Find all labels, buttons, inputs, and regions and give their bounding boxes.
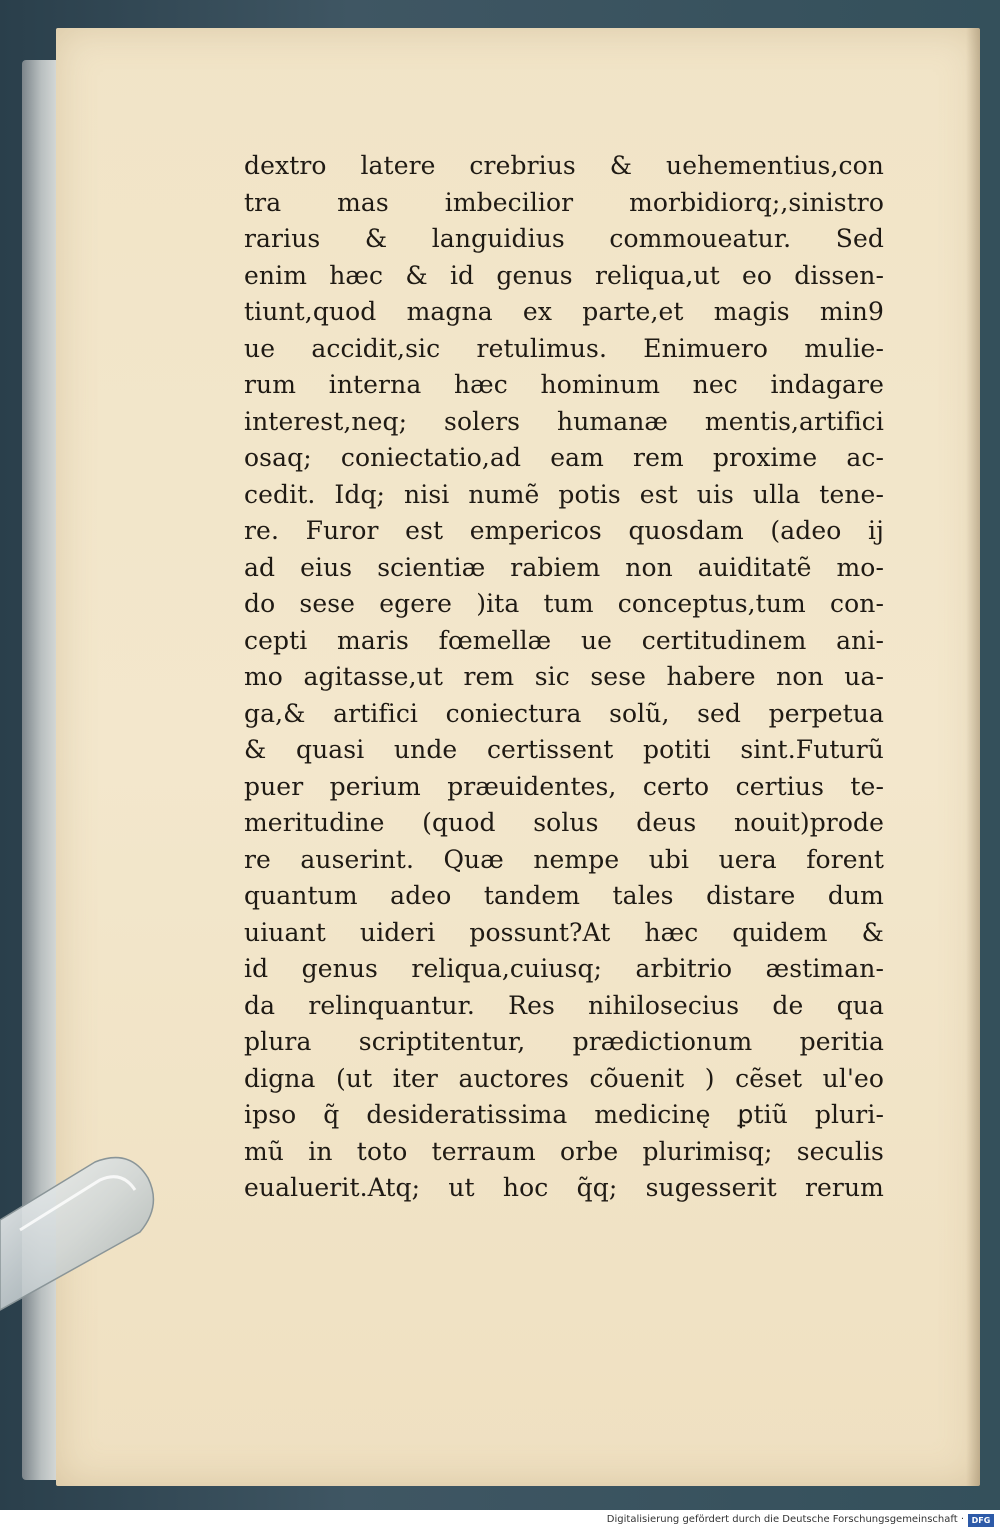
text-line: re auserint. Quæ nempe ubi uera forent (244, 844, 884, 874)
text-line: do sese egere )ita tum conceptus,tum con- (244, 589, 884, 618)
text-line: osaq; coniectatio,ad eam rem proxime ac- (244, 443, 884, 472)
text-line: uiuant uideri possunt?At hæc quidem & (244, 917, 884, 947)
text-line: eualuerit.Atq; ut hoc q̃q; sugesserit rerum (244, 1173, 884, 1202)
text-line: dextro latere crebrius & uehementius,con (244, 151, 884, 180)
text-line: puer perium præuidentes, certo certius te- (244, 771, 884, 801)
text-line: enim hæc & id genus reliqua,ut eo dissen- (244, 260, 884, 290)
text-line: da relinquantur. Res nihilosecius de qua (244, 990, 884, 1020)
text-block (244, 148, 884, 1207)
text-line: tra mas imbecilior morbidiorq;,sinistro (244, 187, 884, 217)
text-line: ga,& artifici coniectura solũ, sed perpetua (244, 698, 884, 728)
text-line: ad eius scientiæ rabiem non auiditatẽ mo- (244, 552, 884, 582)
text-line: cedit. Idq; nisi numẽ potis est uis ulla tene- (244, 479, 884, 509)
footer (0, 1510, 1000, 1532)
text-line: digna (ut iter auctores cõuenit ) cẽset ul'eo (244, 1063, 884, 1093)
text-line: rum interna hæc hominum nec indagare (244, 370, 884, 399)
footer-credit: Digitalisierung gefördert durch die Deutsche Forschungsgemeinschaft · (606, 1514, 964, 1525)
text-line: mũ in toto terraum orbe plurimisq; seculis (244, 1136, 884, 1166)
page-edge (966, 28, 980, 1486)
text-line: plura scriptitentur, prædictionum peritia (244, 1027, 884, 1056)
text-line: ue accidit,sic retulimus. Enimuero mulie- (244, 333, 884, 363)
text-line: mo agitasse,ut rem sic sese habere non ua- (244, 662, 884, 691)
text-line: ipso q̃ desideratissima medicinę ꝑtiũ pluri- (244, 1100, 884, 1129)
text-line: quantum adeo tandem tales distare dum (244, 881, 884, 910)
text-line: re. Furor est empericos quosdam (adeo ij (244, 516, 884, 545)
dfg-logo-icon: DFG (968, 1514, 994, 1527)
text-line: meritudine (quod solus deus nouit)prode (244, 808, 884, 837)
text-line: rarius & languidius commoueatur. Sed (244, 224, 884, 253)
text-line: tiunt,quod magna ex parte,et magis min9 (244, 297, 884, 326)
text-line: cepti maris fœmellæ ue certitudinem ani- (244, 625, 884, 655)
text-line: id genus reliqua,cuiusq; arbitrio æstiman- (244, 954, 884, 983)
text-line: & quasi unde certissent potiti sint.Futurũ (244, 735, 884, 764)
text-line: interest,neq; solers humanæ mentis,artifici (244, 406, 884, 436)
